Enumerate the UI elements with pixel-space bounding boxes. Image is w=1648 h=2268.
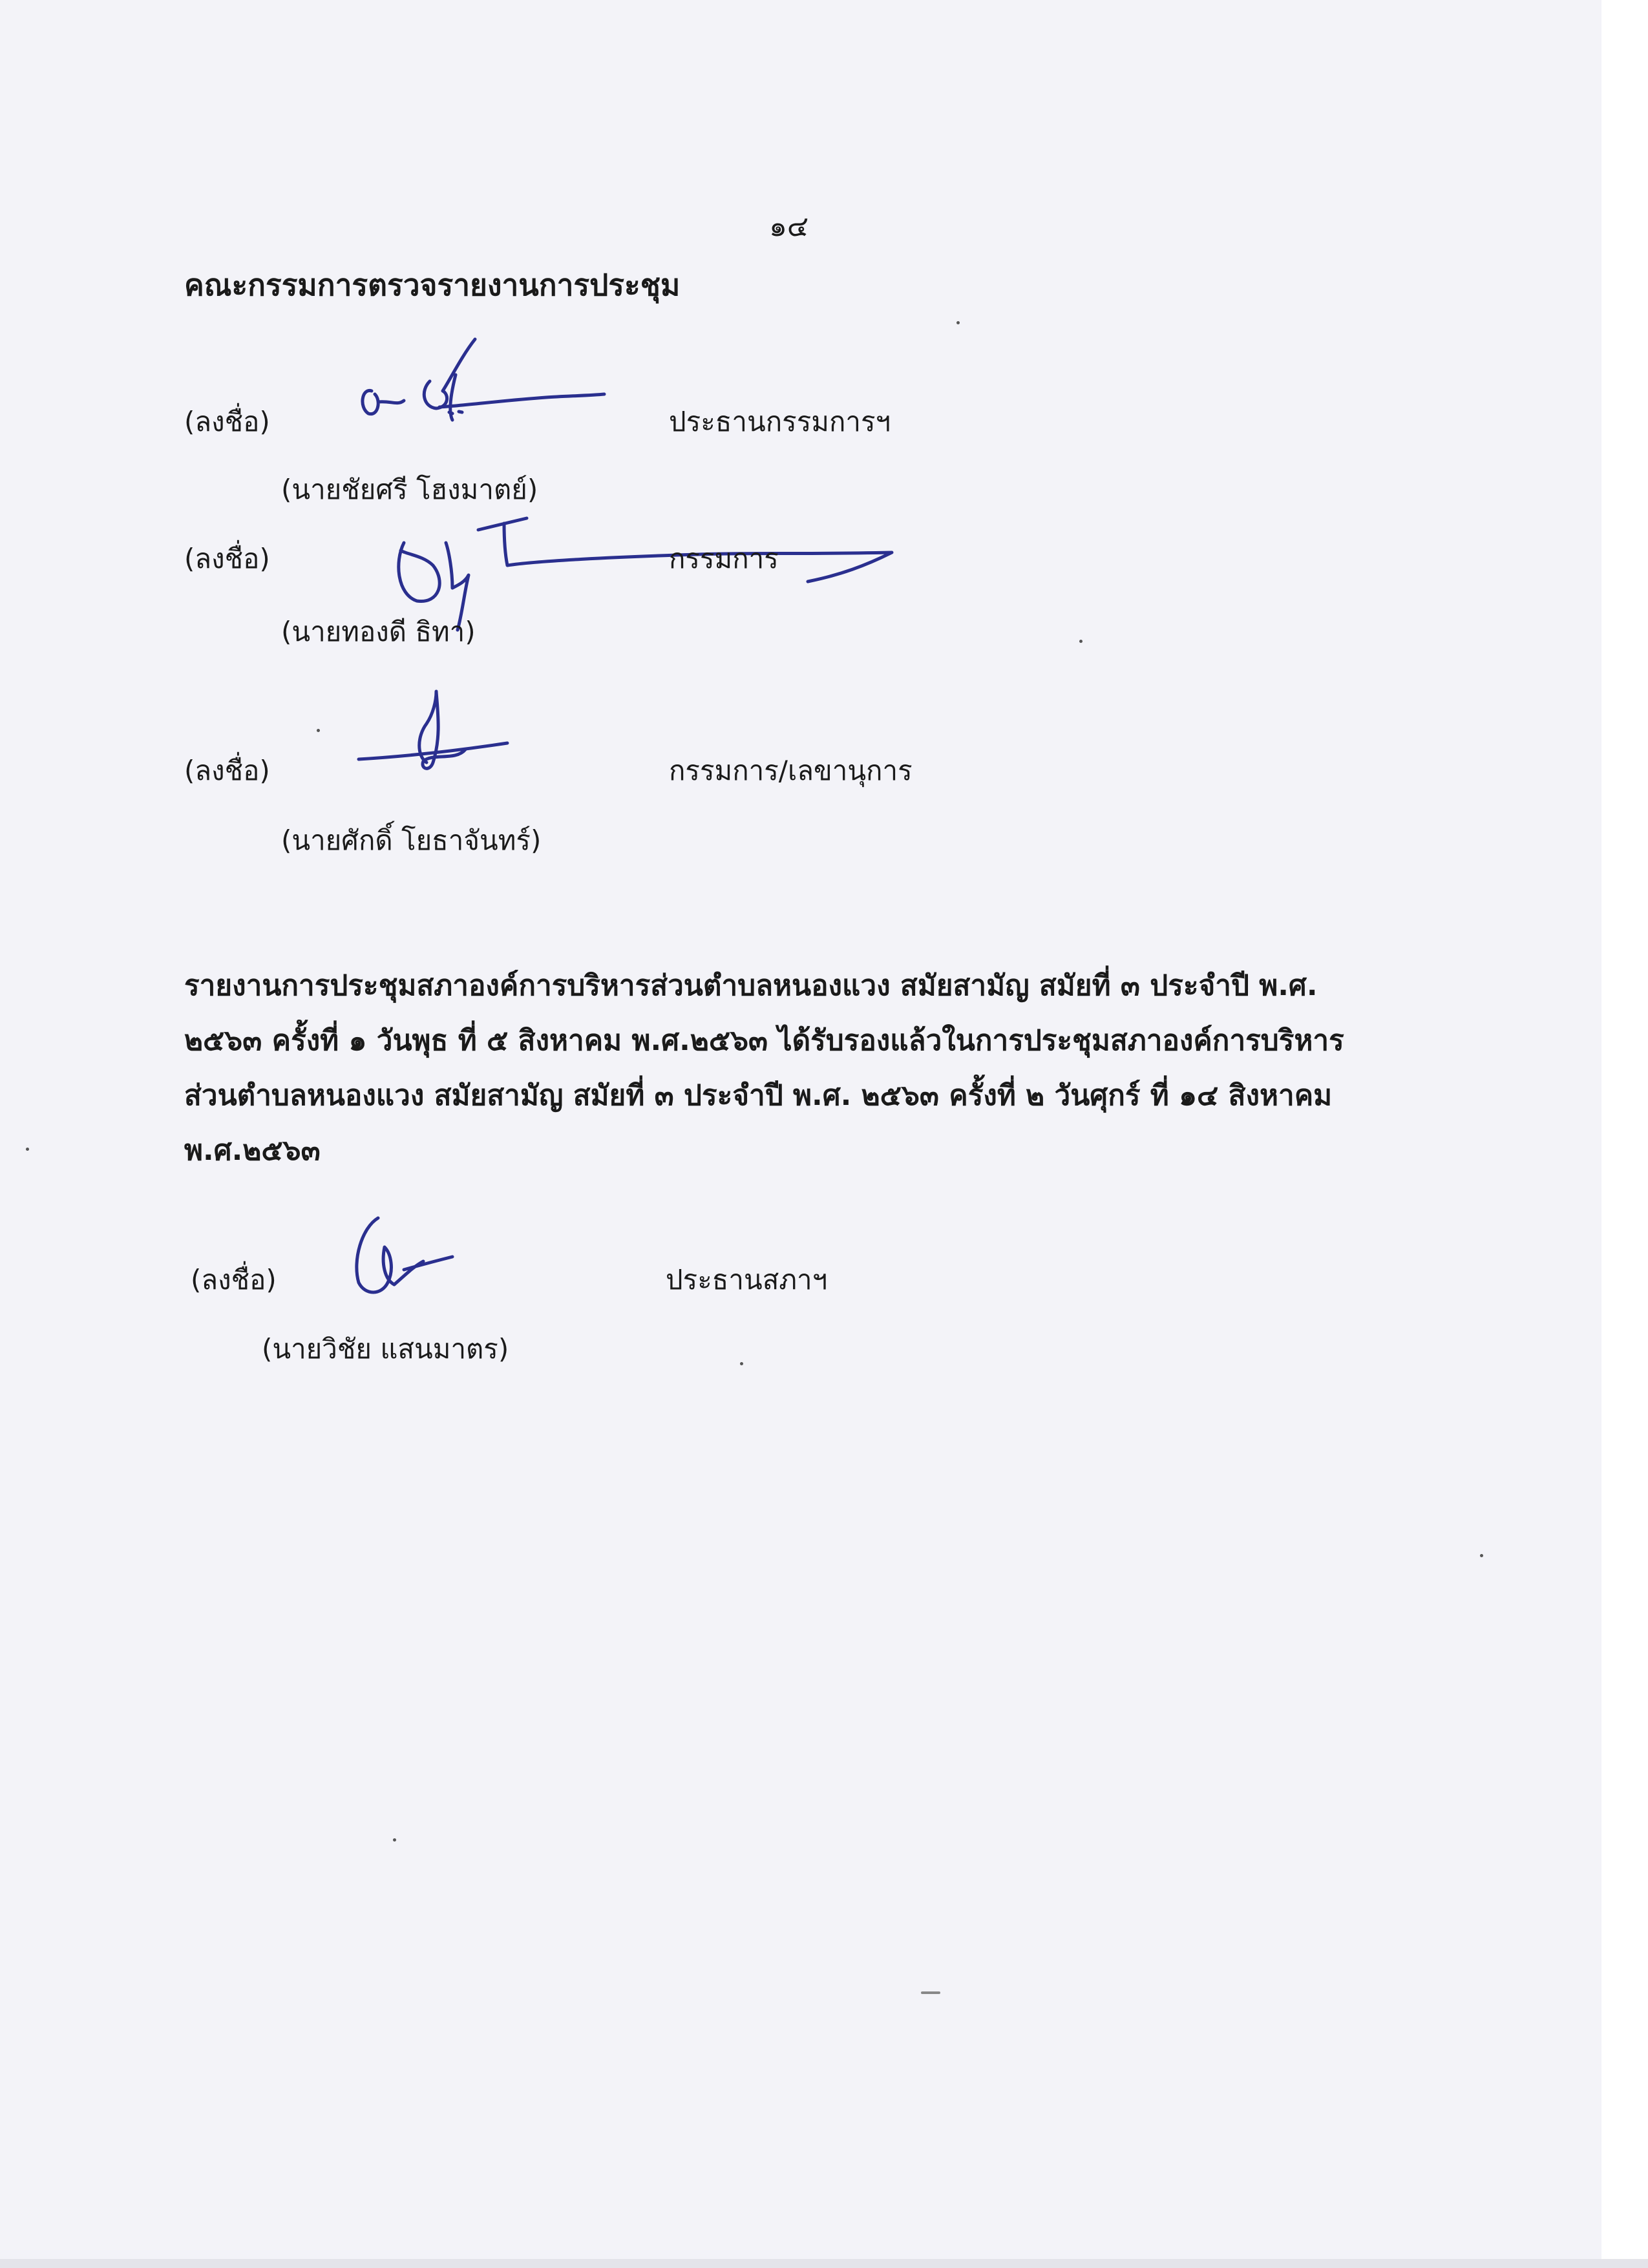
signatory-role: ประธานกรรมการฯ bbox=[669, 406, 891, 437]
paragraph-line: รายงานการประชุมสภาองค์การบริหารส่วนตำบลหนองแวง สมัยสามัญ สมัยที่ ๓ ประจำปี พ.ศ. bbox=[184, 969, 1318, 1002]
signatory-name: (นายทองดี ธิทา) bbox=[281, 616, 476, 647]
committee-heading: คณะกรรมการตรวจรายงานการประชุม bbox=[184, 268, 681, 302]
paragraph-line: ๒๕๖๓ ครั้งที่ ๑ วันพุธ ที่ ๕ สิงหาคม พ.ศ.๒๕๖๓ ได้รับรองแล้วในการประชุมสภาองค์การบริหาร bbox=[184, 1024, 1344, 1057]
sign-label: (ลงชื่อ) bbox=[184, 406, 270, 437]
scan-speck bbox=[956, 321, 960, 324]
sign-label: (ลงชื่อ) bbox=[191, 1264, 277, 1296]
signatory-name: (นายศักดิ์ โยธาจันทร์) bbox=[281, 824, 542, 856]
scan-speck bbox=[317, 729, 320, 732]
scan-speck bbox=[393, 1838, 396, 1842]
scan-speck bbox=[740, 1362, 743, 1365]
signatory-name: (นายวิชัย แสนมาตร) bbox=[262, 1333, 509, 1365]
scan-speck bbox=[1079, 640, 1083, 643]
signature-image bbox=[352, 330, 611, 433]
paragraph-line: พ.ศ.๒๕๖๓ bbox=[184, 1134, 321, 1167]
scan-speck bbox=[26, 1148, 29, 1151]
scan-speck bbox=[1480, 1554, 1483, 1557]
signatory-name: (นายชัยศรี โฮงมาตย์) bbox=[281, 474, 538, 505]
sign-label: (ลงชื่อ) bbox=[184, 543, 270, 574]
scan-speck bbox=[921, 1991, 940, 1994]
signatory-role: กรรมการ/เลขานุการ bbox=[669, 755, 913, 786]
scan-bottom-edge bbox=[0, 2259, 1648, 2268]
scan-edge bbox=[1601, 0, 1648, 2268]
signatory-role: ประธานสภาฯ bbox=[666, 1264, 828, 1296]
signature-image bbox=[343, 1208, 472, 1305]
signature-image bbox=[352, 685, 520, 782]
page-number: ๑๔ bbox=[769, 210, 809, 243]
paragraph-line: ส่วนตำบลหนองแวง สมัยสามัญ สมัยที่ ๓ ประจำปี พ.ศ. ๒๕๖๓ ครั้งที่ ๒ วันศุกร์ ที่ ๑๔ สิงหาคม bbox=[184, 1079, 1333, 1112]
sign-label: (ลงชื่อ) bbox=[184, 755, 270, 786]
signatory-role: กรรมการ bbox=[669, 543, 779, 574]
